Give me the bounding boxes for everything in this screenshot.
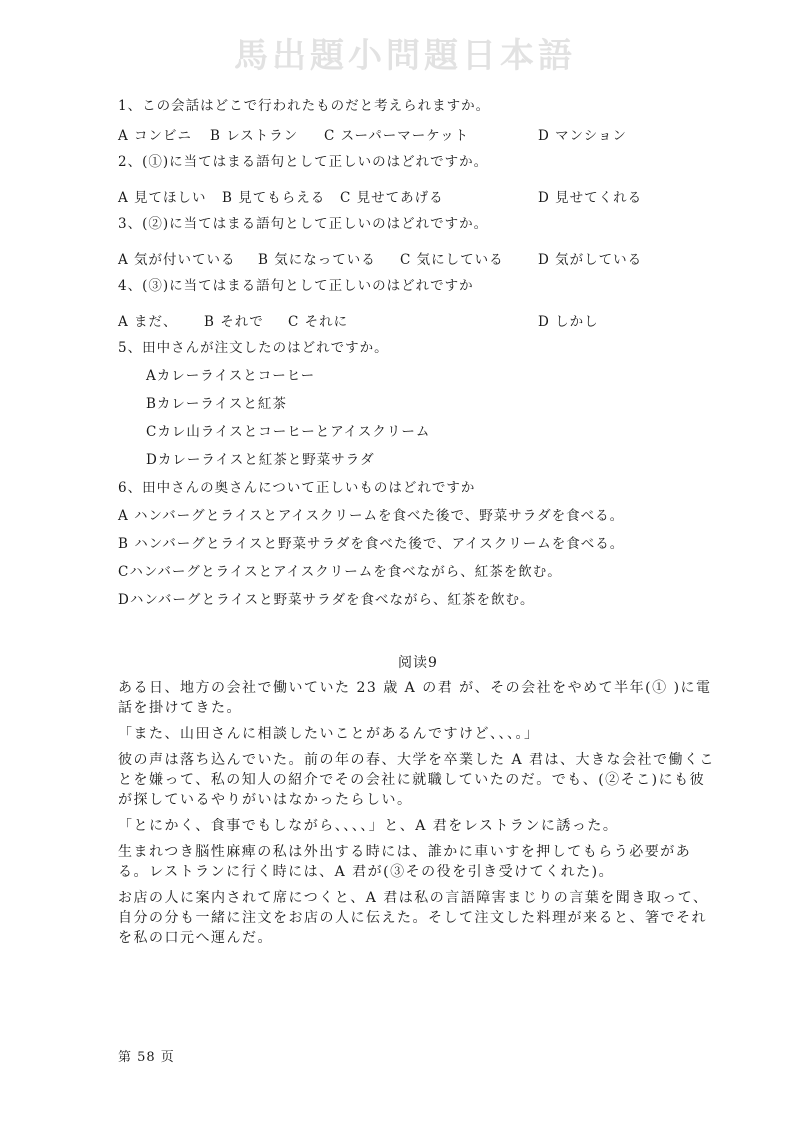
question-2: 2、(①)に当てはまる語句として正しいのはどれですか。 [118, 154, 489, 170]
option-3b: B 気になっている [258, 252, 376, 268]
reading-paragraph: ある日、地方の会社で働いていた 23 歳 A の君 が、その会社をやめて半年(① )に電話を掛けてきた。 [118, 680, 712, 716]
option-5c: Cカレ山ライスとコーヒーとアイスクリーム [146, 424, 431, 440]
page-number: 第 58 页 [118, 1050, 175, 1065]
option-6b: B ハンバーグとライスと野菜サラダを食べた後で、アイスクリームを食べる。 [118, 536, 625, 552]
options-4 [118, 310, 718, 330]
option-1b: B レストラン [210, 128, 299, 144]
option-5b: Bカレーライスと紅茶 [146, 396, 287, 412]
reading-title: 阅读9 [398, 655, 438, 671]
reading-paragraph: お店の人に案内されて席につくと、A 君は私の言語障害まじりの言葉を聞き取って、自分の分も一緒に注文をお店の人に伝えた。そして注文した料理が来ると、箸でそれを私の口元へ運んだ。 [118, 890, 709, 946]
option-1c: C スーパーマーケット [324, 128, 470, 144]
reading-paragraph: 「また、山田さんに相談したいことがあるんですけど、、、。」 [118, 726, 540, 742]
reading-paragraph: 生まれつき脳性麻痺の私は外出する時には、誰かに車いすを押してもらう必要がある。レストランに行く時には、A 君が(③その役を引き受けてくれた)。 [118, 844, 692, 880]
option-3c: C 気にしている [400, 252, 504, 268]
reading-paragraph: 彼の声は落ち込んでいた。前の年の春、大学を卒業した A 君は、大きな会社で働くことを嫌って、私の知人の紹介でその会社に就職していたのだ。でも、(②そこ)にも彼が探しているやりがいはなかったらしい。 [118, 752, 716, 808]
option-2d: D 見せてくれる [538, 190, 643, 206]
option-4b: B それで [204, 314, 264, 330]
question-5: 5、田中さんが注文したのはどれですか。 [118, 340, 389, 356]
reading-paragraph: 「とにかく、食事でもしながら、、、、」と、A 君をレストランに誘った。 [118, 818, 619, 834]
option-4c: C それに [288, 314, 349, 330]
option-2c: C 見せてあげる [340, 190, 444, 206]
option-6d: Dハンバーグとライスと野菜サラダを食べながら、紅茶を飲む。 [118, 592, 535, 608]
question-3: 3、(②)に当てはまる語句として正しいのはどれですか。 [118, 216, 489, 232]
option-6a: A ハンバーグとライスとアイスクリームを食べた後で、野菜サラダを食べる。 [118, 508, 625, 524]
option-6c: Cハンバーグとライスとアイスクリームを食べながら、紅茶を飲む。 [118, 564, 562, 580]
option-1d: D マンション [538, 128, 628, 144]
option-3d: D 気がしている [538, 252, 643, 268]
options-3 [118, 248, 718, 268]
option-5d: Dカレーライスと紅茶と野菜サラダ [146, 452, 375, 468]
option-1a: A コンビニ [118, 128, 193, 144]
option-2b: B 見てもらえる [222, 190, 326, 206]
question-6: 6、田中さんの奥さんについて正しいものはどれですか [118, 480, 476, 496]
options-1 [118, 124, 718, 144]
option-5a: Aカレーライスとコーヒー [146, 368, 316, 384]
options-2 [118, 186, 718, 206]
option-3a: A 気が付いている [118, 252, 236, 268]
option-4a: A まだ、 [118, 314, 178, 330]
header-watermark: 馬出題小問題日本語 [234, 36, 576, 76]
question-4: 4、(③)に当てはまる語句として正しいのはどれですか [118, 278, 474, 294]
option-2a: A 見てほしい [118, 190, 207, 206]
option-4d: D しかし [538, 314, 599, 330]
question-1: 1、この会話はどこで行われたものだと考えられますか。 [118, 98, 491, 114]
document-page [118, 96, 718, 948]
